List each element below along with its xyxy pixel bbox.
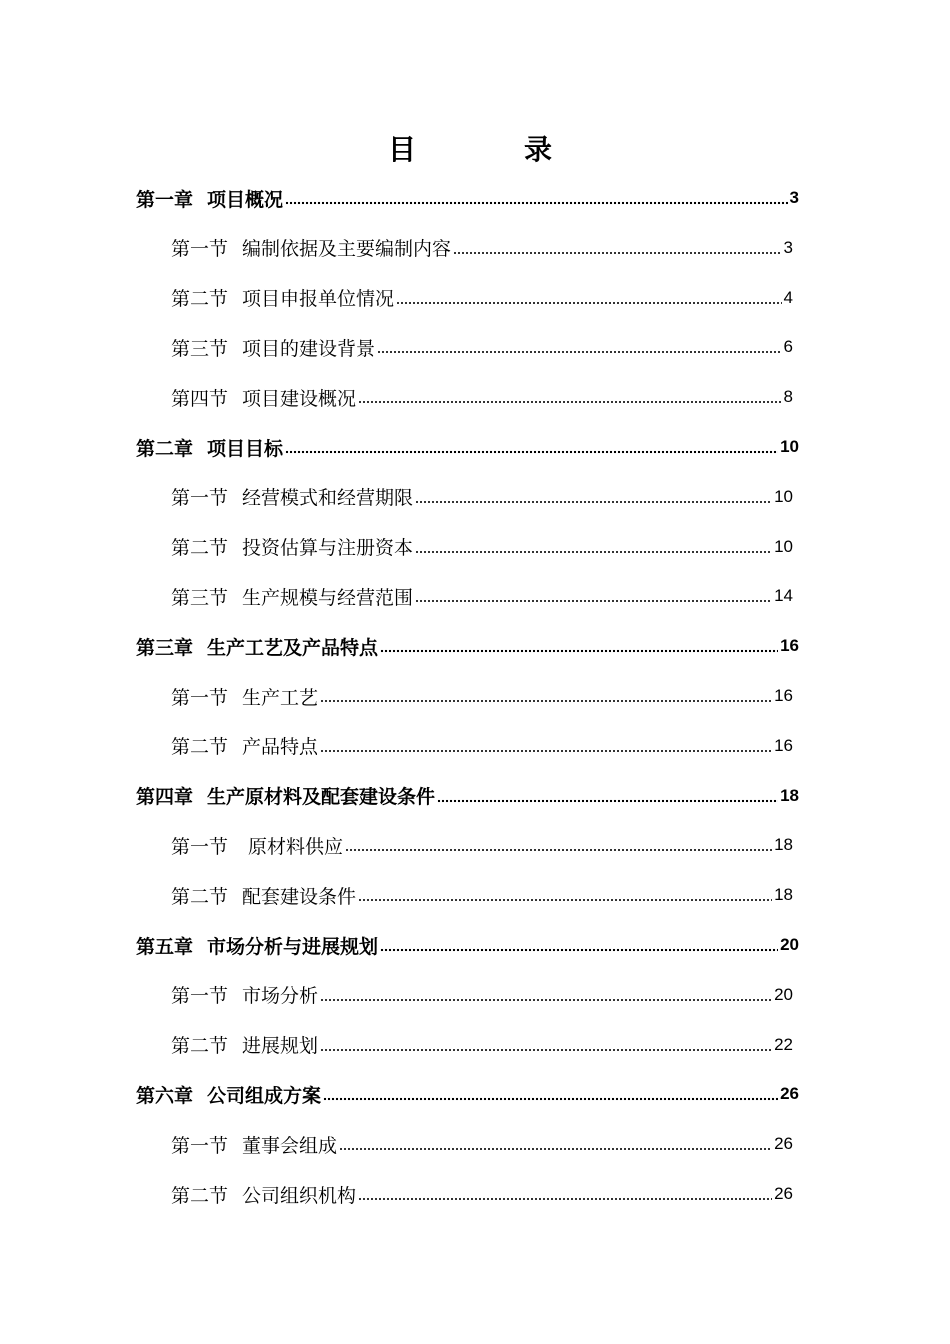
toc-entry-number: 第一章	[136, 188, 194, 211]
toc-entry-title: 项目申报单位情况	[242, 288, 395, 311]
toc-entry-title: 生产工艺	[242, 686, 319, 709]
toc-dot-leader	[323, 1097, 778, 1101]
toc-entry-number: 第一节	[171, 686, 229, 709]
toc-section-entry[interactable]	[171, 329, 793, 365]
toc-dot-leader	[285, 201, 788, 205]
toc-chapter-entry[interactable]	[136, 1076, 799, 1112]
toc-entry-number: 第四章	[136, 786, 194, 809]
toc-entry-title: 生产规模与经营范围	[242, 586, 414, 609]
toc-section-entry[interactable]	[171, 230, 793, 266]
toc-section-entry[interactable]	[171, 977, 793, 1013]
toc-entry-number: 第二节	[171, 736, 229, 759]
toc-entry-page-number: 26	[780, 1084, 799, 1104]
toc-entry-page-number: 8	[783, 387, 793, 407]
toc-entry-page-number: 20	[774, 984, 793, 1004]
toc-dot-leader	[358, 1197, 772, 1201]
toc-dot-leader	[437, 799, 778, 803]
toc-chapter-entry[interactable]	[136, 927, 799, 963]
toc-dot-leader	[453, 251, 782, 255]
toc-entry-title: 市场分析与进展规划	[207, 935, 379, 958]
toc-entry-page-number: 22	[774, 1034, 793, 1054]
toc-entry-page-number: 10	[774, 536, 793, 556]
toc-title: 目 录	[387, 133, 592, 166]
toc-chapter-entry[interactable]	[136, 429, 799, 465]
toc-entry-number: 第一节	[171, 985, 229, 1008]
toc-entry-number: 第一节	[171, 1134, 229, 1157]
toc-entry-number: 第一节	[171, 487, 229, 510]
toc-chapter-entry[interactable]	[136, 778, 799, 814]
toc-section-entry[interactable]	[171, 578, 793, 614]
toc-section-entry[interactable]	[171, 1027, 793, 1063]
toc-entry-page-number: 26	[774, 1184, 793, 1203]
toc-entry-page-number: 18	[774, 835, 793, 855]
toc-entry-page-number: 10	[780, 437, 799, 456]
toc-entry-number: 第二节	[171, 288, 229, 311]
toc-section-entry[interactable]	[171, 1176, 793, 1212]
toc-entry-page-number: 14	[774, 586, 793, 606]
toc-dot-leader	[320, 1048, 772, 1052]
toc-entry-page-number: 18	[780, 785, 799, 805]
toc-dot-leader	[320, 998, 772, 1002]
toc-entry-number: 第二节	[171, 1184, 229, 1207]
toc-dot-leader	[415, 599, 772, 603]
toc-entry-title: 项目概况	[207, 188, 284, 211]
toc-entry-title: 产品特点	[242, 736, 319, 759]
toc-entry-page-number: 6	[783, 337, 793, 357]
toc-entry-title: 市场分析	[242, 985, 319, 1008]
toc-entry-title: 生产工艺及产品特点	[207, 636, 379, 659]
toc-entry-title: 配套建设条件	[242, 885, 357, 908]
toc-entry-title: 项目的建设背景	[242, 337, 376, 360]
toc-entry-page-number: 20	[780, 935, 799, 954]
toc-entry-page-number: 26	[774, 1134, 793, 1154]
toc-dot-leader	[358, 898, 772, 902]
toc-entry-number: 第六章	[136, 1084, 194, 1107]
toc-dot-leader	[415, 550, 772, 554]
toc-entry-title: 进展规划	[242, 1035, 319, 1058]
toc-entry-number: 第二节	[171, 537, 229, 560]
toc-entry-page-number: 3	[789, 188, 799, 207]
toc-entry-number: 第五章	[136, 935, 194, 958]
toc-section-entry[interactable]	[171, 529, 793, 565]
toc-section-entry[interactable]	[171, 479, 793, 515]
toc-dot-leader	[380, 649, 778, 653]
toc-dot-leader	[415, 500, 772, 504]
toc-dot-leader	[339, 1147, 772, 1151]
toc-section-entry[interactable]	[171, 280, 793, 316]
toc-entry-number: 第一节	[171, 835, 229, 858]
toc-entry-title: 项目目标	[207, 437, 284, 460]
toc-entry-number: 第二节	[171, 885, 229, 908]
toc-dot-leader	[320, 699, 772, 703]
toc-entry-title: 公司组织机构	[242, 1184, 357, 1207]
toc-entry-title: 生产原材料及配套建设条件	[207, 786, 436, 809]
toc-section-entry[interactable]	[171, 379, 793, 415]
toc-section-entry[interactable]	[171, 1126, 793, 1162]
toc-entry-number: 第三节	[171, 337, 229, 360]
toc-entry-number: 第二章	[136, 437, 194, 460]
toc-entry-page-number: 16	[780, 636, 799, 656]
toc-dot-leader	[320, 749, 772, 753]
toc-entry-number: 第二节	[171, 1035, 229, 1058]
toc-entry-page-number: 3	[783, 237, 793, 257]
toc-dot-leader	[380, 948, 778, 952]
toc-entry-number: 第四节	[171, 387, 229, 410]
toc-chapter-entry[interactable]	[136, 628, 799, 664]
toc-section-entry[interactable]	[171, 827, 793, 863]
toc-chapter-entry[interactable]	[136, 180, 799, 216]
toc-section-entry[interactable]	[171, 728, 793, 764]
toc-dot-leader	[285, 450, 778, 454]
toc-entry-page-number: 4	[783, 287, 793, 307]
toc-entry-page-number: 18	[774, 885, 793, 905]
toc-section-entry[interactable]	[171, 678, 793, 714]
toc-entry-number: 第一节	[171, 238, 229, 261]
toc-entry-title: 原材料供应	[248, 835, 344, 858]
toc-entry-title: 投资估算与注册资本	[242, 537, 414, 560]
toc-entry-title: 经营模式和经营期限	[242, 487, 414, 510]
toc-dot-leader	[358, 400, 782, 404]
toc-section-entry[interactable]	[171, 877, 793, 913]
toc-entry-title: 董事会组成	[242, 1134, 338, 1157]
toc-entry-page-number: 10	[774, 486, 793, 506]
toc-entry-number: 第三章	[136, 636, 194, 659]
toc-entry-title: 公司组成方案	[207, 1084, 322, 1107]
toc-dot-leader	[345, 848, 772, 852]
toc-dot-leader	[396, 301, 782, 305]
toc-entry-title: 项目建设概况	[242, 387, 357, 410]
toc-entry-page-number: 16	[774, 686, 793, 705]
toc-entry-page-number: 16	[774, 735, 793, 755]
toc-entry-number: 第三节	[171, 586, 229, 609]
toc-dot-leader	[377, 350, 782, 354]
toc-entry-title: 编制依据及主要编制内容	[242, 238, 452, 261]
